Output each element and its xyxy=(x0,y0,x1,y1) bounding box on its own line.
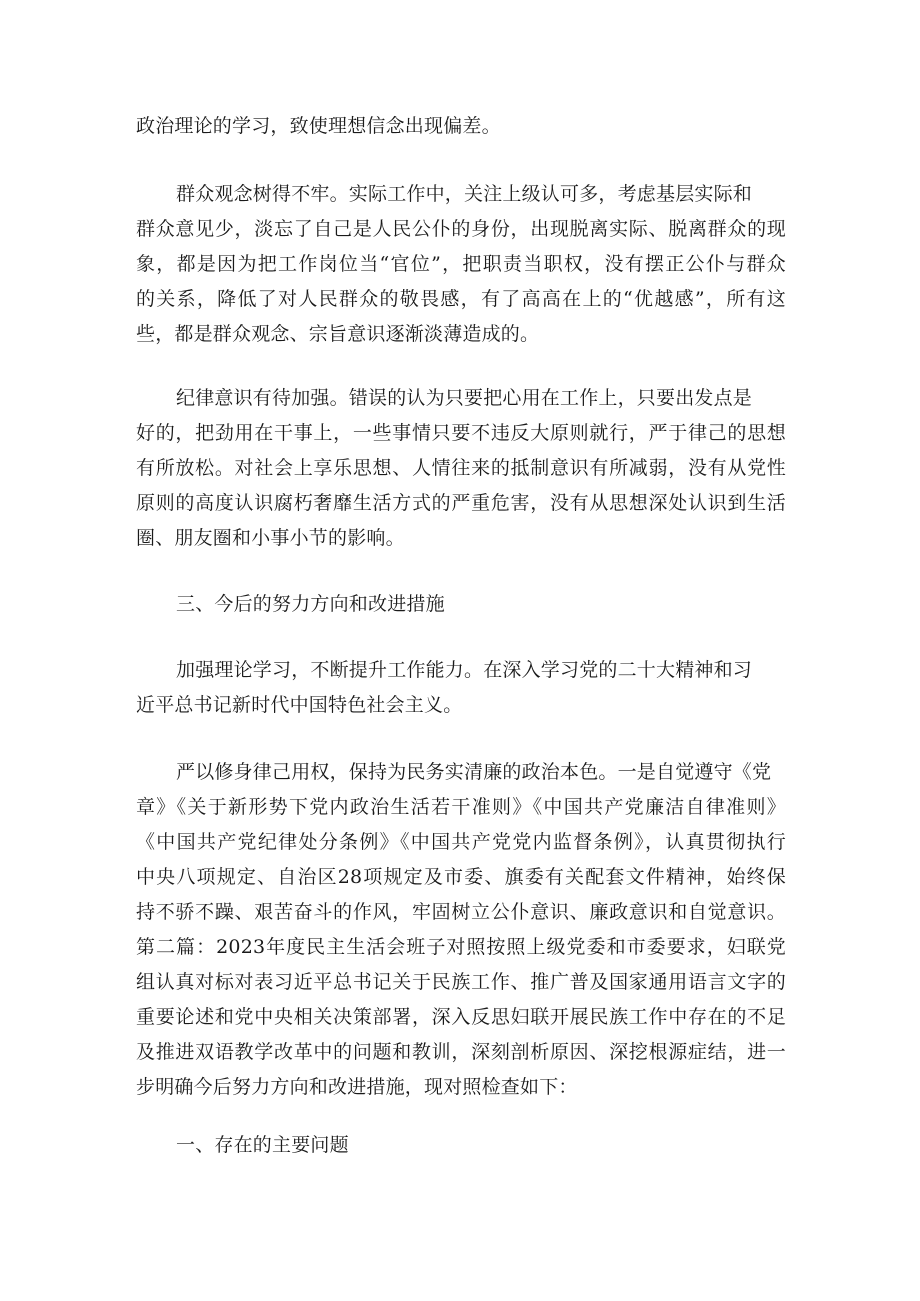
text-line: 步明确今后努力方向和改进措施，现对照检查如下： xyxy=(136,1076,578,1098)
text-line: 的关系，降低了对人民群众的敬畏感，有了高高在上的“优越感”，所有这 xyxy=(136,288,786,310)
text-line: 圈、朋友圈和小事小节的影响。 xyxy=(136,527,405,549)
text-line: 《中国共产党纪律处分条例》《中国共产党党内监督条例》，认真贯彻执行 xyxy=(136,831,786,853)
text-line: 重要论述和党中央相关决策部署，深入反思妇联开展民族工作中存在的不足 xyxy=(136,1006,786,1028)
text-line: 象，都是因为把工作岗位当“官位”，把职责当职权，没有摆正公仆与群众 xyxy=(136,253,786,275)
text-line: 加强理论学习，不断提升工作能力。在深入学习党的二十大精神和习 xyxy=(176,659,753,681)
section-heading: 一、存在的主要问题 xyxy=(176,1134,349,1156)
text-line: 组认真对标对表习近平总书记关于民族工作、推广普及国家通用语言文字的 xyxy=(136,971,786,993)
text-line: 第二篇：2023年度民主生活会班子对照按照上级党委和市委要求，妇联党 xyxy=(136,936,786,958)
text-line: 章》《关于新形势下党内政治生活若干准则》《中国共产党廉洁自律准则》 xyxy=(136,796,786,818)
text-line: 有所放松。对社会上享乐思想、人情往来的抵制意识有所减弱，没有从党性 xyxy=(136,457,786,479)
text-line: 好的，把劲用在干事上，一些事情只要不违反大原则就行，严于律己的思想 xyxy=(136,422,786,444)
text-line: 纪律意识有待加强。错误的认为只要把心用在工作上，只要出发点是 xyxy=(176,387,753,409)
text-line: 政治理论的学习，致使理想信念出现偏差。 xyxy=(136,115,501,137)
text-line: 近平总书记新时代中国特色社会主义。 xyxy=(136,694,463,716)
text-line: 群众意见少，淡忘了自己是人民公仆的身份，出现脱离实际、脱离群众的现 xyxy=(136,218,786,240)
text-line: 中央八项规定、自治区28项规定及市委、旗委有关配套文件精神，始终保 xyxy=(136,866,786,888)
text-line: 些，都是群众观念、宗旨意识逐渐淡薄造成的。 xyxy=(136,323,540,345)
section-heading: 三、今后的努力方向和改进措施 xyxy=(176,593,445,615)
text-line: 严以修身律己用权，保持为民务实清廉的政治本色。一是自觉遵守《党 xyxy=(176,761,772,783)
text-line: 原则的高度认识腐朽奢靡生活方式的严重危害，没有从思想深处认识到生活 xyxy=(136,492,786,514)
text-line: 群众观念树得不牢。实际工作中，关注上级认可多，考虑基层实际和 xyxy=(176,183,753,205)
text-line: 及推进双语教学改革中的问题和教训，深刻剖析原因、深挖根源症结，进一 xyxy=(136,1041,786,1063)
text-line: 持不骄不躁、艰苦奋斗的作风，牢固树立公仆意识、廉政意识和自觉意识。 xyxy=(136,901,786,923)
